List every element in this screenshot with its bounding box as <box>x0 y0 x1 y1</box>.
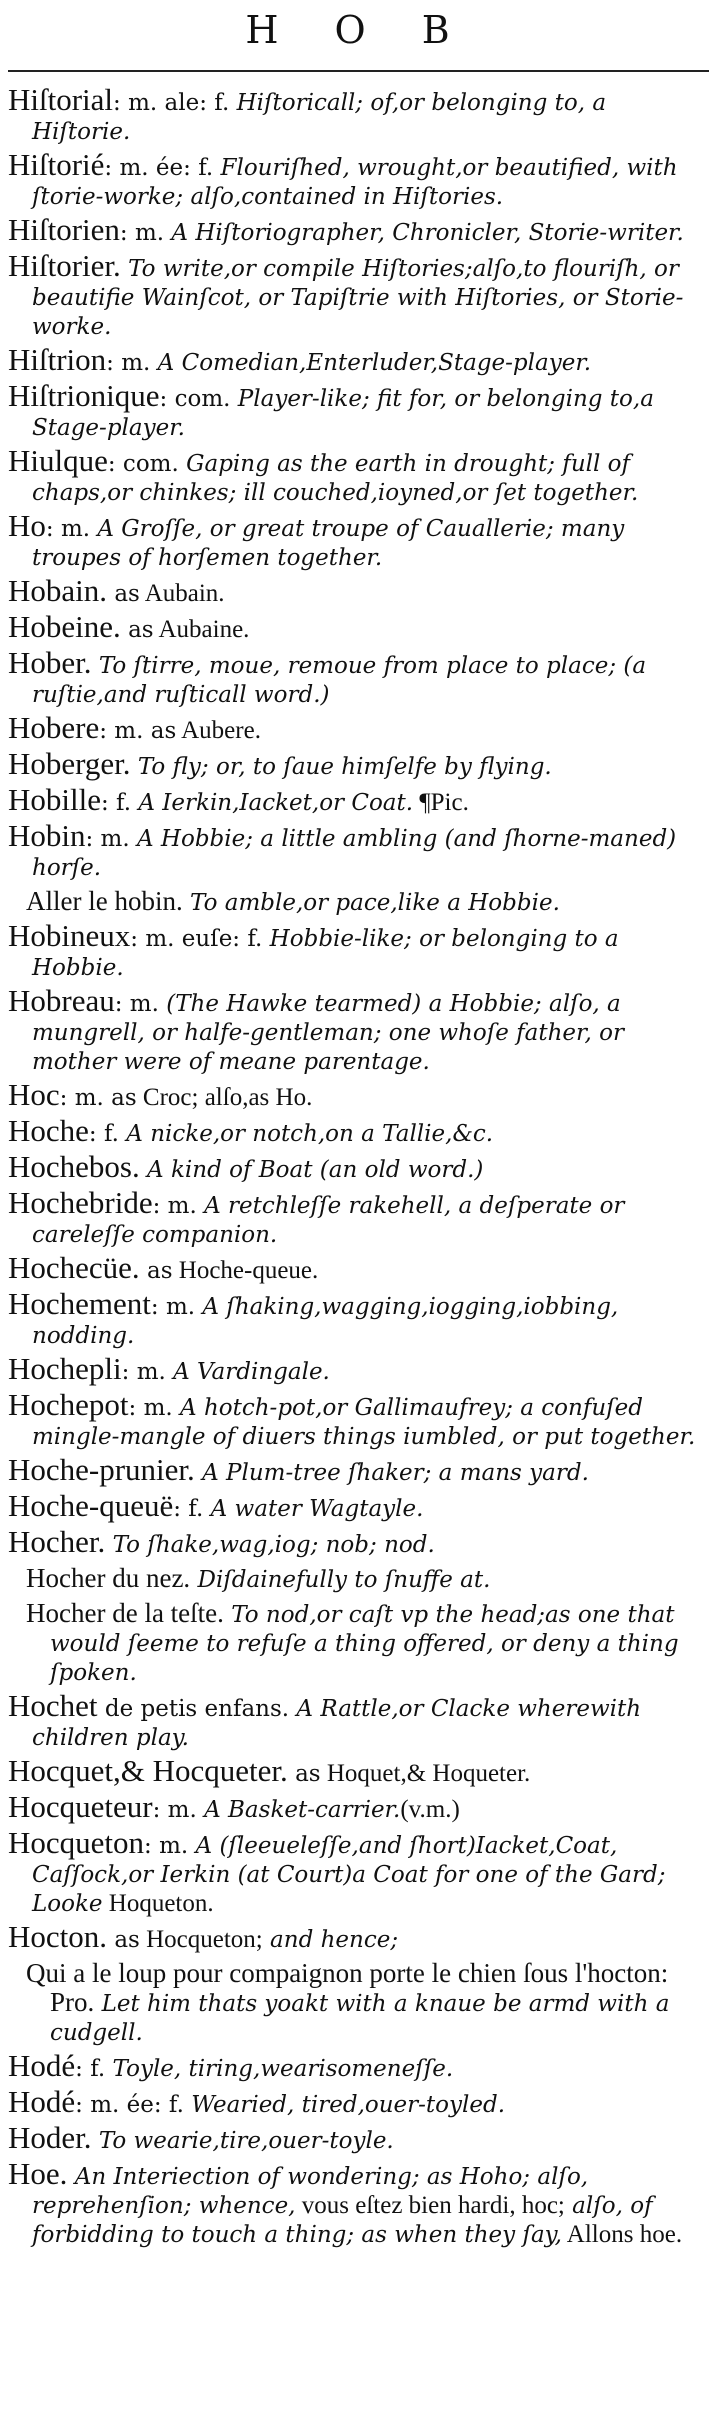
entry: Hoche: f. A nicke,or notch,on a Tallie,&c. <box>8 1113 494 1148</box>
entry: Hiſtorier. To write,or compile Hiſtories;alſo,to flouriſh, or beautifie Wainſcot, or Tapiſtrie with Hiſtories, or Storie-worke. <box>8 248 684 340</box>
entry: Hochebos. A kind of Boat (an old word.) <box>8 1149 484 1184</box>
entry: Hoe. An Interiection of wondering; as Hoho; alſo, reprehenſion; whence, vous eſtez bien hardi, hoc; alſo, of forbidding to touch a thing; as when they ſay, Allons hoe. <box>8 2156 683 2248</box>
entry: Hoche-queuë: f. A water Wagtayle. <box>8 1488 424 1523</box>
entry: Hochecüe. as Hoche-queue. <box>8 1250 319 1285</box>
entry: Hochebride: m. A retchleſſe rakehell, a deſperate or careleſſe companion. <box>8 1185 625 1248</box>
entry: Hoc: m. as Croc; alſo,as Ho. <box>8 1077 313 1112</box>
sub-entry: Hocher de la teſte. To nod,or caſt vp the head;as one that would ſeeme to refuſe a thing offered, or deny a thing ſpoken. <box>26 1598 679 1686</box>
entry: Ho: m. A Groſſe, or great troupe of Cauallerie; many troupes of horſemen together. <box>8 508 625 571</box>
entry: Hocquet,& Hocqueter. as Hoquet,& Hoqueter. <box>8 1753 531 1788</box>
sub-entry: Aller le hobin. To amble,or pace,like a Hobbie. <box>26 886 560 916</box>
entry: Hiſtorié: m. ée: f. Flouriſhed, wrought,or beautified, with ſtorie-worke; alſo,contained in Hiſtories. <box>8 147 678 210</box>
entry: Hodé: m. ée: f. Wearied, tired,ouer-toyled. <box>8 2084 506 2119</box>
header-rule <box>8 70 709 72</box>
entry: Hobineux: m. euſe: f. Hobbie-like; or belonging to a Hobbie. <box>8 918 619 981</box>
running-head: H O B <box>245 8 472 52</box>
entry: Hobreau: m. (The Hawke tearmed) a Hobbie; alſo, a mungrell, or halfe-gentleman; one whoſe father, or mother were of meane parentage. <box>8 983 624 1075</box>
entry: Hiulque: com. Gaping as the earth in drought; full of chaps,or chinkes; ill couched,ioyned,or ſet together. <box>8 443 639 506</box>
sub-entry: Hocher du nez. Diſdainefully to ſnuffe at. <box>26 1563 491 1593</box>
entry: Hiſtorien: m. A Hiſtoriographer, Chronicler, Storie-writer. <box>8 212 684 247</box>
entry: Hocher. To ſhake,wag,iog; nob; nod. <box>8 1524 435 1559</box>
entry: Hochement: m. A ſhaking,wagging,iogging,iobbing, nodding. <box>8 1286 619 1349</box>
entry: Hochet de petis enfans. A Rattle,or Clacke wherewith children play. <box>8 1688 642 1751</box>
entry: Hochepot: m. A hotch-pot,or Gallimaufrey; a confuſed mingle-mangle of diuers things iumbled, or put together. <box>8 1387 696 1450</box>
entry: Hochepli: m. A Vardingale. <box>8 1351 330 1386</box>
entry: Hobeine. as Aubaine. <box>8 609 250 644</box>
entry: Hoder. To wearie,tire,ouer-toyle. <box>8 2120 394 2155</box>
entry: Hobere: m. as Aubere. <box>8 710 261 745</box>
entry: Hobain. as Aubain. <box>8 573 225 608</box>
entry-list <box>8 82 709 2249</box>
sub-entry: Qui a le loup pour compaignon porte le chien ſous l'hocton: Pro. Let him thats yoakt with a knaue be armd with a cudgell. <box>26 1958 670 2046</box>
entry: Hobille: f. A Ierkin,Iacket,or Coat. ¶Pic. <box>8 782 469 817</box>
entry: Hober. To ſtirre, moue, remoue from place to place; (a ruſtie,and ruſticall word.) <box>8 645 647 708</box>
entry: Hocqueton: m. A (ſleeueleſſe,and ſhort)Iacket,Coat, Caſſock,or Ierkin (at Court)a Coat for one of the Gard; Looke Hoqueton. <box>8 1825 666 1917</box>
entry: Hocqueteur: m. A Basket-carrier.(v.m.) <box>8 1789 460 1824</box>
entry: Hodé: f. Toyle, tiring,wearisomeneſſe. <box>8 2048 454 2083</box>
entry: Hocton. as Hocqueton; and hence; <box>8 1919 399 1954</box>
entry: Hobin: m. A Hobbie; a little ambling (and ſhorne-maned) horſe. <box>8 818 677 881</box>
entry: Hiſtrion: m. A Comedian,Enterluder,Stage-player. <box>8 342 592 377</box>
entry: Hiſtorial: m. ale: f. Hiſtoricall; of,or belonging to, a Hiſtorie. <box>8 82 607 145</box>
entry: Hiſtrionique: com. Player-like; fit for, or belonging to,a Stage-player. <box>8 378 654 441</box>
entry: Hoberger. To fly; or, to ſaue himſelfe by flying. <box>8 746 552 781</box>
entry: Hoche-prunier. A Plum-tree ſhaker; a mans yard. <box>8 1452 589 1487</box>
